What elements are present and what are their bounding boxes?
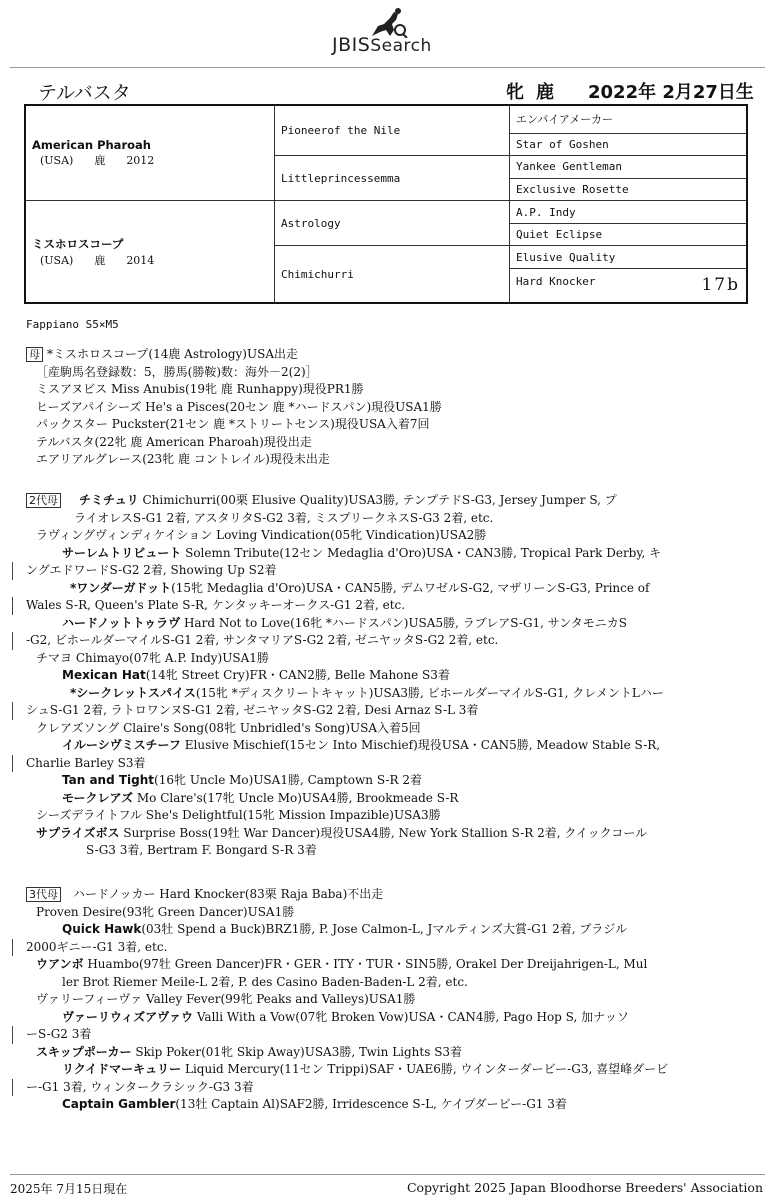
section-tag: 3代母 [26,887,61,902]
record-text: Proven Desire(93牝 Green Dancer)USA1勝 [36,904,295,919]
dam-name[interactable]: ミスホロスコープ [32,236,124,251]
family-number: 17b [701,275,740,296]
record-line [26,527,766,545]
record-line: パックスター Puckster(21セン 鹿 *ストリートセンス)現役USA入着7回 [36,417,430,431]
record-text: Elusive Mischief(15セン Into Mischief)現役USA・CAN5勝, Meadow Stable S-R, [180,738,661,752]
record-line [26,991,766,1009]
record-horse-name[interactable]: ハードノットトゥラヴ [62,615,181,630]
record-line [12,702,766,720]
record-line [26,737,766,755]
record-line: ハードノッカー Hard Knocker(83栗 Raja Baba)不出走 [73,887,384,901]
record-text: Wales S-R, Queen's Plate S-R, ケンタッキーオークス-G1 2着, etc. [26,598,406,612]
header-divider [10,67,765,68]
record-horse-name[interactable]: イルーシヴミスチーフ [62,738,181,752]
record-text: クレアズソング Claire's Song(08牝 Unbridled's Song)USA入着5回 [36,720,421,735]
record-horse-name[interactable]: Quick Hawk [62,922,142,936]
footer-copyright: Copyright 2025 Japan Bloodhorse Breeders' Association [406,1180,763,1195]
jbis-logo[interactable] [318,8,458,56]
pedigree-gen3-cell[interactable]: Exclusive Rosette [510,178,748,201]
record-text: Surprise Boss(19牡 War Dancer)現役USA4勝, New York Stallion S-R 2着, クイックコール [119,825,648,840]
pedigree-sire-cell [25,105,275,201]
pedigree-gen3-cell[interactable]: Star of Goshen [510,133,748,156]
footer-divider [10,1174,765,1175]
record-line: Chimichurri(00栗 Elusive Quality)USA3勝, テンプテドS-G3, Jersey Jumper S, プ [138,493,617,507]
pedigree-gen3-cell[interactable]: Yankee Gentleman [510,156,748,179]
record-text: ler Brot Riemer Meile-L 2着, P. des Casino Baden-Baden-L 2着, etc. [62,974,468,989]
horse-birth: 2022年 2月27日生 [588,82,754,103]
record-line [26,825,766,843]
dam-section [26,346,766,469]
record-line [26,580,766,598]
pedigree-gen3-cell[interactable]: A.P. Indy [510,201,748,224]
record-text: Hard Not to Love(16牝 *ハードスパン)USA5勝, ラブレアS-G1, サンタモニカS [180,615,627,630]
record-text: (13牡 Captain Al)SAF2勝, Irridescence S-L, ケイプダービー-G1 3着 [175,1097,567,1111]
inbreeding-note: Fappiano S5×M5 [26,318,119,331]
pedigree-table [24,104,748,304]
record-horse-name[interactable]: *ワンダーガドット [70,580,172,595]
horse-sex: 牝 [506,82,524,103]
record-line: ミスアヌビス Miss Anubis(19牝 鹿 Runhappy)現役PR1勝 [36,382,364,396]
record-text: (03牡 Spend a Buck)BRZ1勝, P. Jose Calmon-L, Jマルティンズ大賞-G1 2着, ブラジル [141,922,628,936]
record-line [26,1096,766,1114]
record-text: (15牝 Medaglia d'Oro)USA・CAN5勝, デムワゼルS-G2, マザリーンS-G3, Prince of [171,580,650,595]
section-tag: 2代母 [26,493,61,508]
record-text: Solemn Tribute(12セン Medaglia d'Oro)USA・CAN3勝, Tropical Park Derby, キ [181,545,662,560]
record-line [26,720,766,738]
record-line [26,790,766,808]
record-horse-name[interactable]: チミチュリ [79,493,139,507]
record-text: シーズデライトフル She's Delightful(15牝 Mission Impazible)USA3勝 [36,808,441,822]
record-line [26,1061,766,1079]
logo-text-main: JBIS [332,34,371,56]
record-text: ヴァリーフィーヴァ Valley Fever(99牝 Peaks and Valleys)USA1勝 [36,992,416,1006]
record-line [12,755,766,773]
record-line [26,615,766,633]
record-text: ラヴィングヴィンディケイション Loving Vindication(05牝 Vindication)USA2勝 [36,528,487,542]
record-line [26,667,766,685]
footer-date: 2025年 7月15日現在 [10,1182,128,1196]
pedigree-gen3-name[interactable]: Hard Knocker [516,275,596,289]
record-horse-name[interactable]: モークレアズ [62,790,134,805]
record-text: シュS-G1 2着, ラトロワンヌS-G1 2着, ゼニヤッタS-G2 2着, Desi Arnaz S-L 3着 [26,703,479,717]
record-line: *ミスホロスコープ(14鹿 Astrology)USA出走 [47,347,298,361]
record-horse-name[interactable]: スキップポーカー [36,1044,132,1059]
record-line [26,1044,766,1062]
record-text: Valli With a Vow(07牝 Broken Vow)USA・CAN4勝, Pago Hop S, 加ナッソ [193,1009,629,1024]
sire-details: (USA) 鹿 2012 [40,154,155,168]
record-text: ングエドワードS-G2 2着, Showing Up S2着 [26,563,277,577]
record-text: (16牝 Uncle Mo)USA1勝, Camptown S-R 2着 [154,773,423,787]
record-line: テルバスタ(22牝 鹿 American Pharoah)現役出走 [36,434,312,449]
record-horse-name[interactable]: Tan and Tight [62,773,155,787]
record-line [26,921,766,939]
record-horse-name[interactable]: Captain Gambler [62,1097,176,1111]
pedigree-dam-cell [25,201,275,303]
record-line [26,904,766,922]
pedigree-gen3-cell [510,268,748,303]
pedigree-gen2-cell[interactable]: Pioneerof the Nile [275,105,510,156]
record-line [26,772,766,790]
record-text: ーS-G2 3着 [26,1027,92,1041]
pedigree-gen2-cell[interactable]: Astrology [275,201,510,246]
record-line: ヒーズアパイシーズ He's a Pisces(20セン 鹿 *ハードスパン)現役USA1勝 [36,399,442,414]
record-line [26,807,766,825]
record-line [12,597,766,615]
record-text: S-G3 3着, Bertram F. Bongard S-R 3着 [86,843,317,857]
record-text: チマヨ Chimayo(07牝 A.P. Indy)USA1勝 [36,650,269,665]
record-line [26,956,766,974]
pedigree-gen3-cell[interactable]: Elusive Quality [510,246,748,269]
record-text: Mo Clare's(17牝 Uncle Mo)USA4勝, Brookmeade S-R [133,790,459,805]
record-text: -G2, ビホールダーマイルS-G1 2着, サンタマリアS-G2 2着, ゼニヤッタS-G2 2着, etc. [26,633,499,647]
record-line [12,1079,766,1097]
record-line [26,685,766,703]
record-line [12,562,766,580]
pedigree-gen3-cell[interactable]: エンパイアメーカー [510,105,748,133]
record-horse-name[interactable]: ウアンボ [36,957,84,971]
dam-details: (USA) 鹿 2014 [40,253,155,267]
record-text: Skip Poker(01牝 Skip Away)USA3勝, Twin Lights S3着 [131,1044,463,1059]
pedigree-gen3-cell[interactable]: Quiet Eclipse [510,223,748,246]
record-text: Charlie Barley S3着 [26,755,146,770]
logo-text-sub: Search [370,36,432,56]
record-line [26,842,766,860]
record-horse-name[interactable]: サプライズボス [36,825,120,840]
record-line [26,650,766,668]
horse-title-bar [24,76,754,104]
record-text: (14牝 Street Cry)FR・CAN2勝, Belle Mahone S3着 [145,668,450,682]
record-horse-name[interactable]: サーレムトリビュート [62,545,182,560]
record-text: 2000ギニー-G1 3着, etc. [26,939,168,954]
record-horse-name[interactable]: Mexican Hat [62,668,146,682]
record-line [12,939,766,957]
record-line [26,545,766,563]
record-line [12,1026,766,1044]
record-line [12,632,766,650]
sire-name[interactable]: American Pharoah [32,138,151,153]
record-line: エアリアルグレース(23牝 鹿 コントレイル)現役未出走 [36,452,330,466]
record-horse-name[interactable]: ヴァーリウィズアヴァウ [62,1009,194,1024]
gen2-dam-section [26,492,766,860]
record-line [26,974,766,992]
record-horse-name[interactable]: *シークレットスパイス [70,685,196,700]
record-text: Liquid Mercury(11セン Trippi)SAF・UAE6勝, ウインターダービー-G3, 喜望峰ダービ [181,1062,669,1076]
record-text: ー-G1 3着, ウィンタークラシック-G3 3着 [26,1079,254,1094]
record-line [26,1009,766,1027]
gen3-dam-section [26,886,766,1114]
record-line: ライオレスS-G1 2着, アスタリタS-G2 3着, ミスプリークネスS-G3 2着, etc. [74,510,494,525]
pedigree-gen2-cell[interactable]: Littleprincessemma [275,156,510,201]
record-line: ［産駒馬名登録数：5，勝馬(勝鞍)数：海外－2(2)］ [36,364,318,379]
pedigree-gen2-cell[interactable]: Chimichurri [275,246,510,303]
horse-profile [506,78,754,104]
section-tag: 母 [26,347,43,362]
horse-color: 鹿 [536,82,554,103]
record-horse-name[interactable]: リクイドマーキュリー [62,1062,182,1076]
horse-name: テルバスタ [38,82,131,104]
record-text: (15牝 *ディスクリートキャット)USA3勝, ビホールダーマイルS-G1, クレメントLハー [195,685,664,700]
record-text: Huambo(97牡 Green Dancer)FR・GER・ITY・TUR・SIN5勝, Orakel Der Dreijahrigen-L, Mul [83,957,648,971]
